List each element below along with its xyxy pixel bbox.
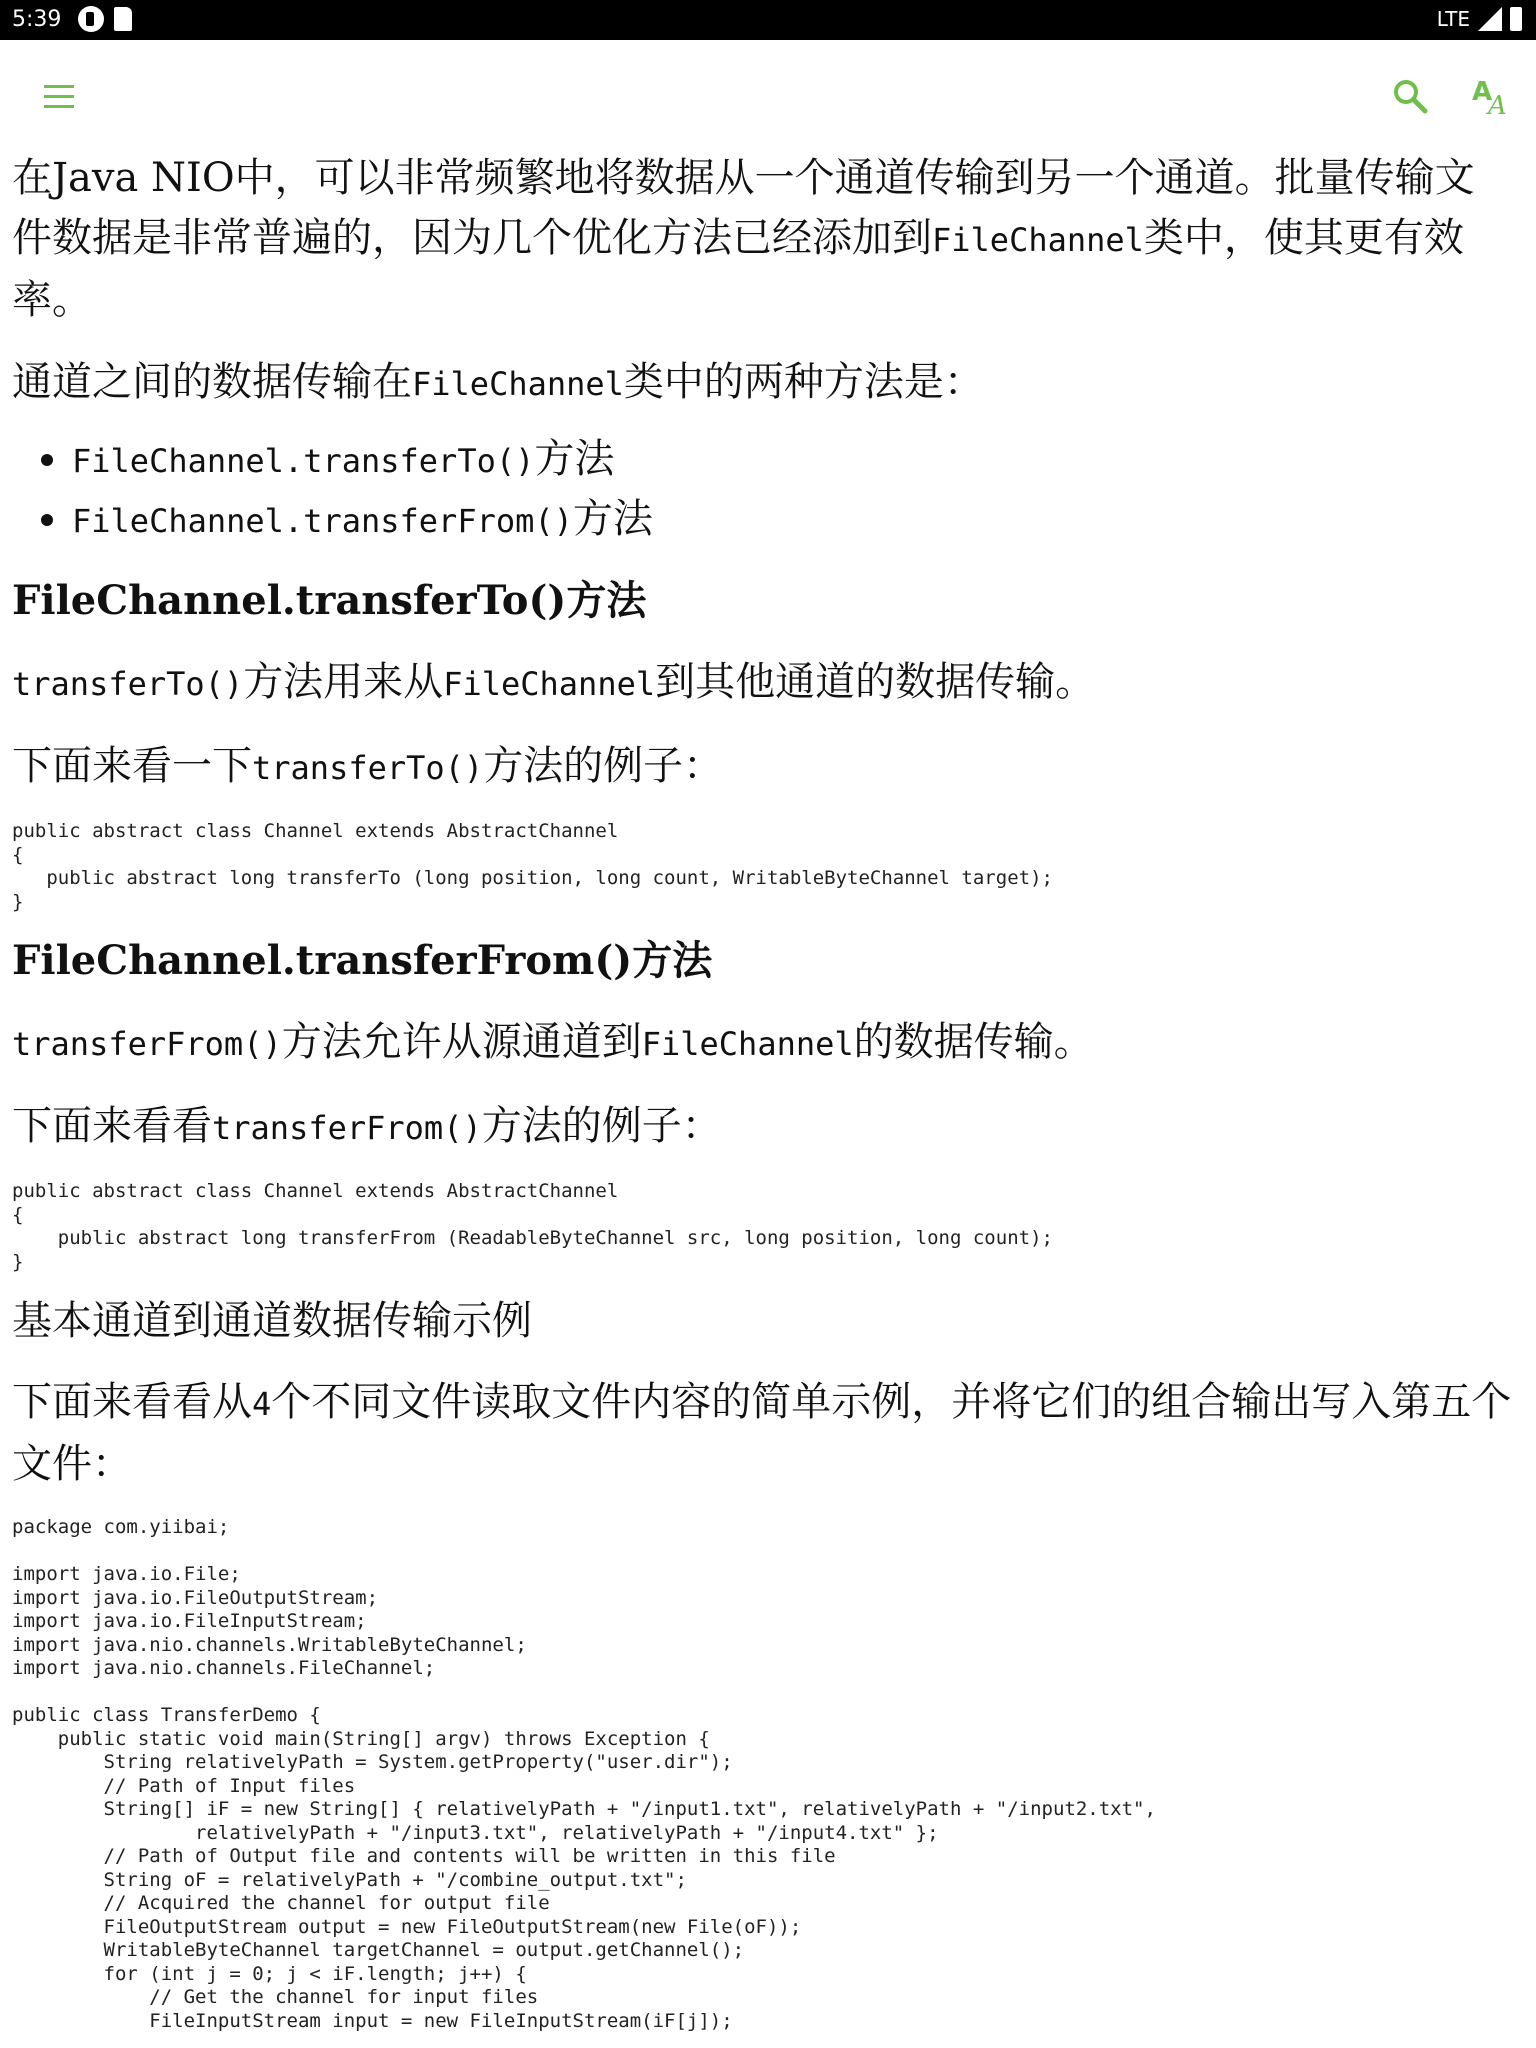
code-block-transferfrom: public abstract class Channel extends AbstractChannel { public abstract long transferFrom (ReadableByteChannel src, long position, long count); } [12, 1180, 1053, 1273]
search-icon [1390, 76, 1430, 116]
transferto-example-intro: 下面来看一下transferTo()方法的例子： [12, 743, 724, 789]
battery-icon [1510, 7, 1522, 31]
sd-card-icon [114, 7, 132, 31]
article-content [12, 148, 1512, 2033]
intro-paragraph: 在Java NIO中，可以非常频繁地将数据从一个通道传输到另一个通道。批量传输文件数据是非常普遍的，因为几个优化方法已经添加到FileChannel类中，使其更有效率。 [12, 155, 1475, 323]
methods-paragraph: 通道之间的数据传输在FileChannel类中的两种方法是： [12, 359, 984, 405]
list-item: • FileChannel.transferFrom()方法 [72, 490, 1512, 550]
transferfrom-description: transferFrom()方法允许从源通道到FileChannel的数据传输。 [12, 1019, 1094, 1065]
hamburger-menu-icon [44, 85, 74, 88]
svg-text:A: A [1472, 77, 1493, 107]
menu-button[interactable] [40, 82, 80, 112]
heading-basic-example: 基本通道到通道数据传输示例 [12, 1298, 532, 1344]
code-block-transferdemo: package com.yiibai; import java.io.File; import java.io.FileOutputStream; import java.io.FileInputStream; import java.nio.channels.WritableByteChannel; import java.nio.channels.FileChannel; public class TransferDemo { public static void main(String[] argv) throws Exception { String relativelyPath = System.getProperty("user.dir"); // Path of Input files String[] iF = new String[] { relativelyPath + "/input1.txt", relativelyPath + "/input2.txt", relativelyPath + "/input3.txt", relativelyPath + "/input4.txt" }; // Path of Output file and contents will be written in this file String oF = relativelyPath + "/combine_output.txt"; // Acquired the channel for output file FileOutputStream output = new FileOutputStream(new File(oF)); WritableByteChannel targetChannel = output.getChannel(); for (int j = 0; j < iF.length; j++) { // Get the channel for input files FileInputStream input = new FileInputStream(iF[j]); [12, 1516, 1156, 2032]
transferto-description: transferTo()方法用来从FileChannel到其他通道的数据传输。 [12, 659, 1096, 705]
heading-transferto: FileChannel.transferTo()方法 [12, 577, 647, 624]
font-size-icon [1470, 74, 1514, 118]
font-size-button[interactable] [1470, 74, 1514, 118]
search-button[interactable] [1390, 76, 1430, 116]
list-item: • FileChannel.transferTo()方法 [72, 430, 1512, 490]
transferfrom-example-intro: 下面来看看transferFrom()方法的例子： [12, 1103, 722, 1149]
method-list [12, 430, 1512, 550]
status-time: 5:39 [12, 7, 62, 32]
svg-text:A: A [1488, 91, 1507, 118]
basic-example-intro: 下面来看看从4个不同文件读取文件内容的简单示例，并将它们的组合输出写入第五个文件： [12, 1379, 1512, 1487]
app-toolbar [0, 40, 1536, 150]
network-type: LTE [1436, 7, 1470, 31]
signal-icon [1478, 7, 1502, 31]
heading-transferfrom: FileChannel.transferFrom()方法 [12, 937, 713, 984]
notification-icon [78, 6, 104, 32]
status-bar [0, 0, 1536, 40]
code-block-transferto: public abstract class Channel extends AbstractChannel { public abstract long transferTo (long position, long count, WritableByteChannel target); } [12, 820, 1053, 913]
